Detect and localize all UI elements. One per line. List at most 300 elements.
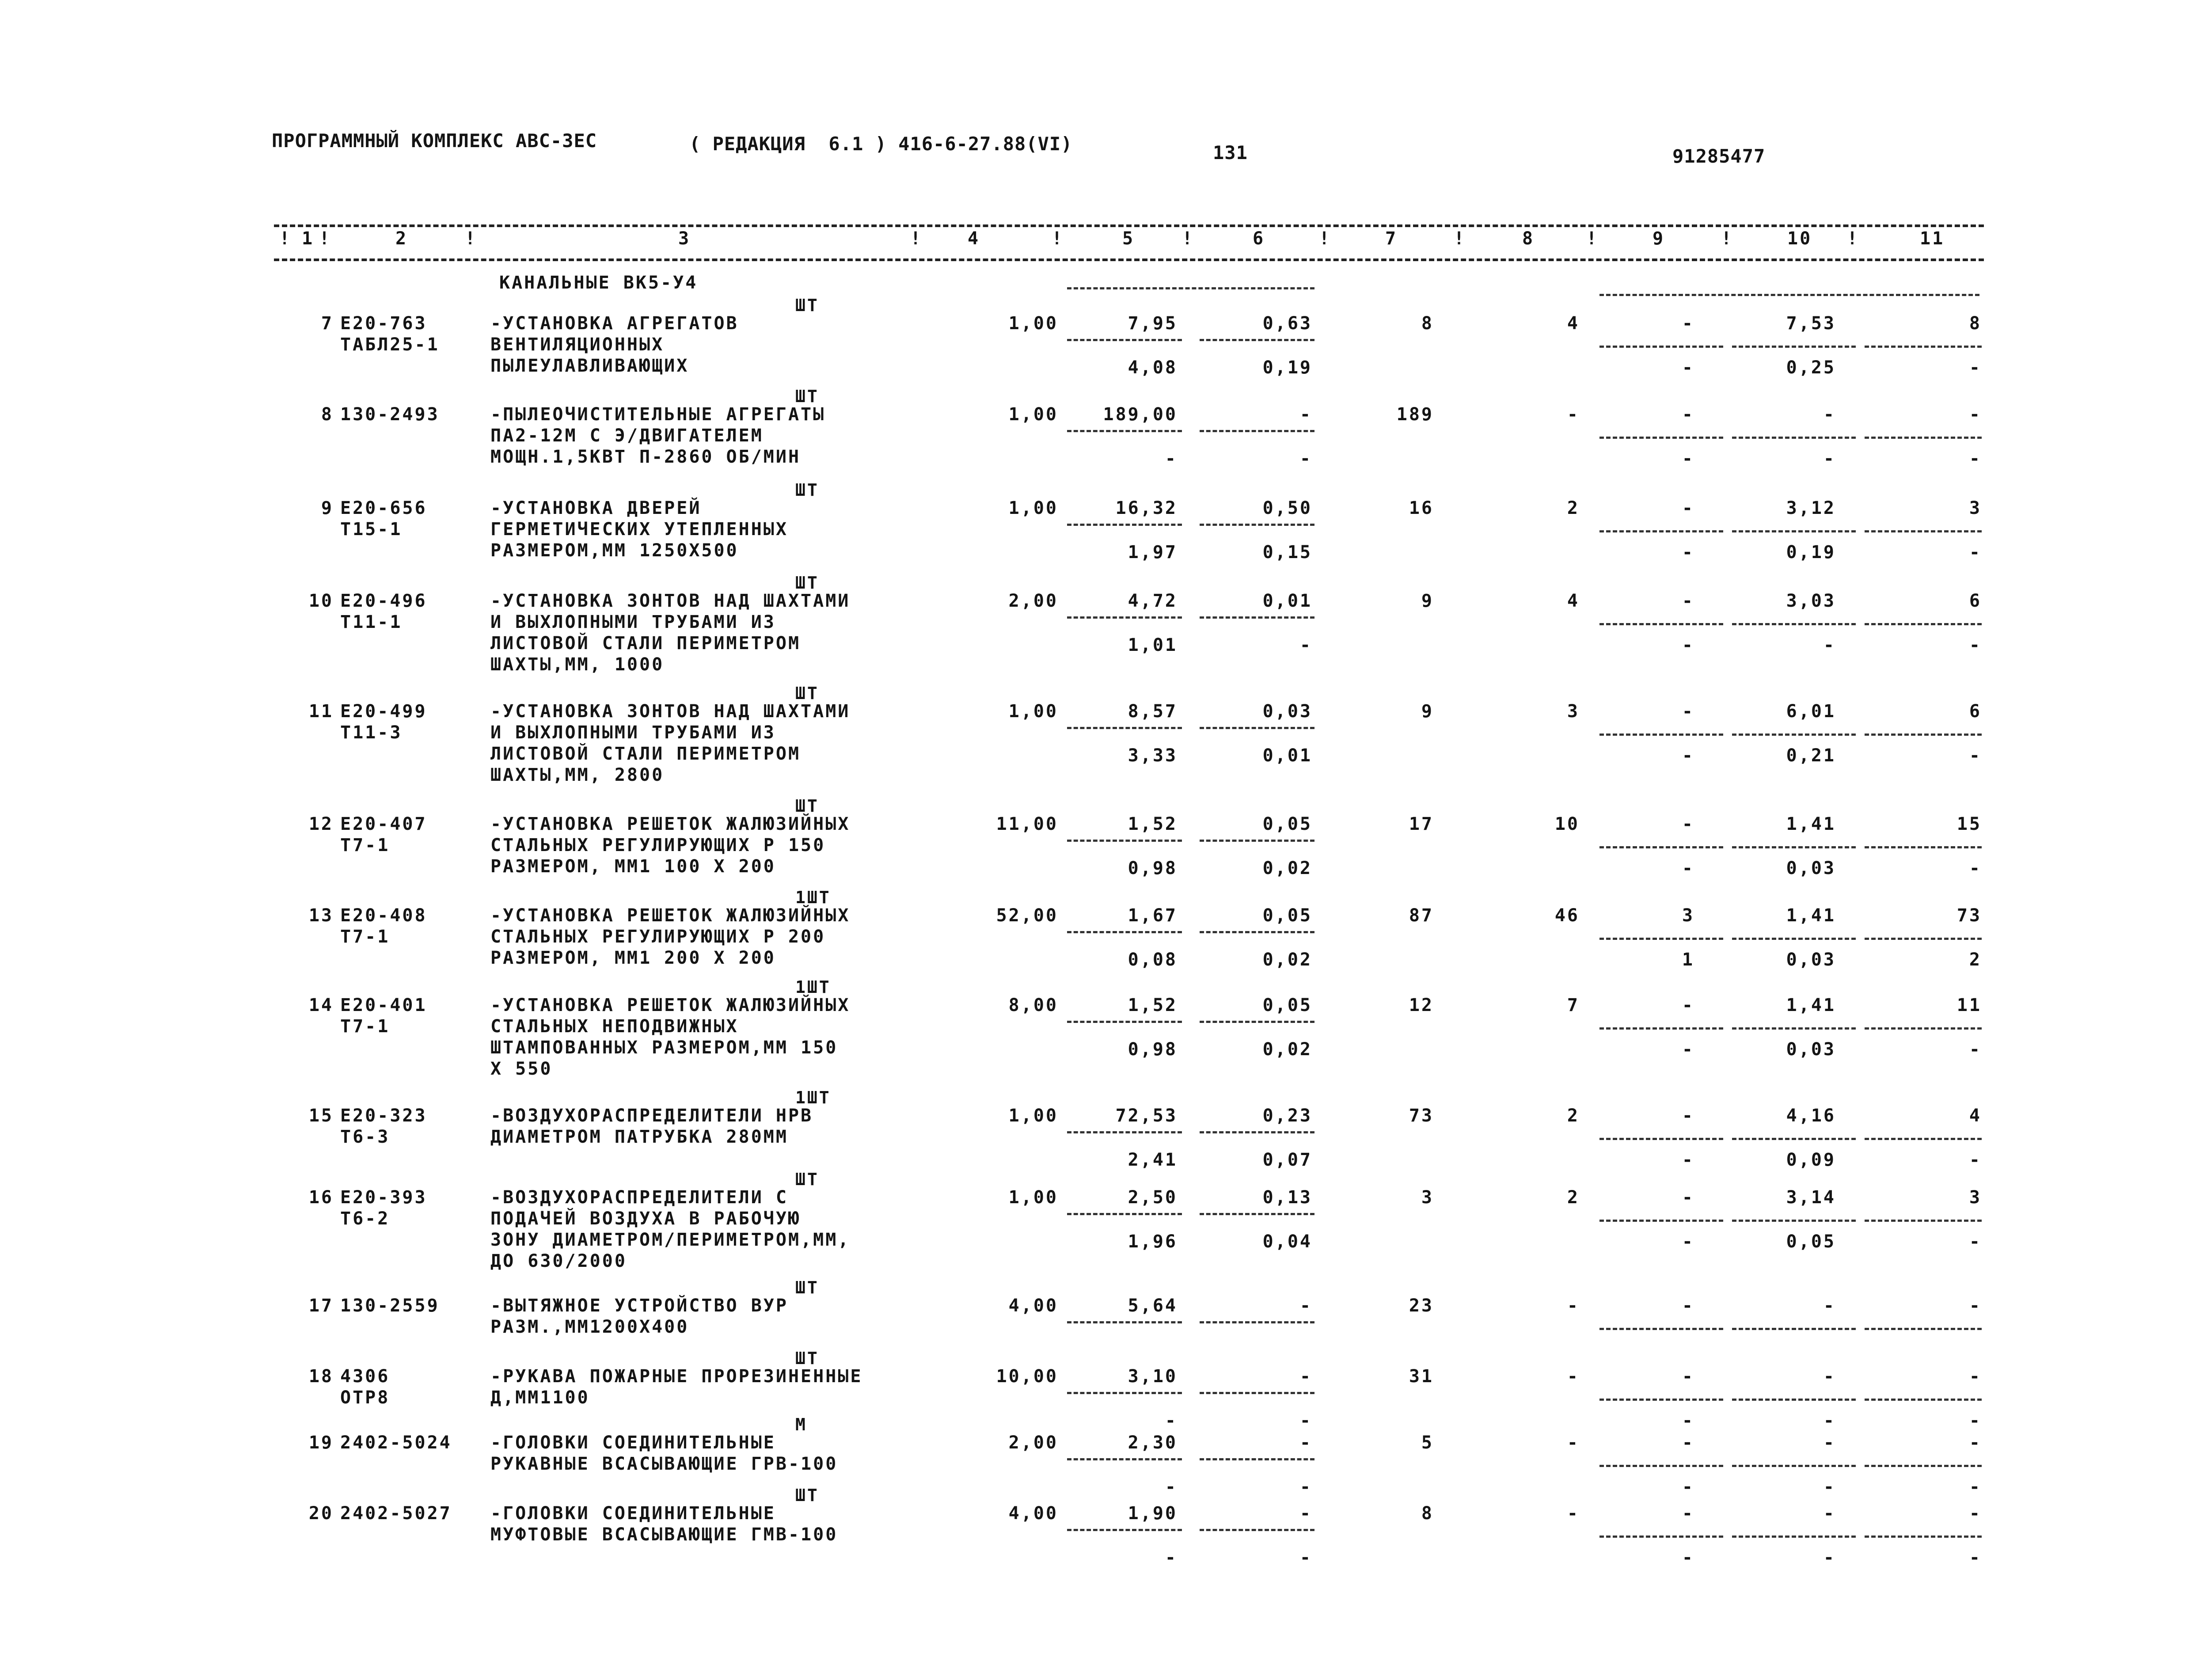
item-code: 2402-5024: [340, 1433, 452, 1453]
cost-cell-col6: 0,63: [1262, 313, 1312, 334]
item-number: 19: [308, 1433, 334, 1453]
total-cell-col9: -: [1682, 313, 1694, 334]
total-cell-col11: 8: [1969, 313, 1982, 334]
subtotal-divider: [1865, 437, 1982, 439]
total-cell-col9: -: [1682, 1187, 1694, 1208]
subtotal-divider: [1865, 530, 1982, 532]
item-name-line: -ВОЗДУХОРАСПРЕДЕЛИТЕЛИ С: [490, 1187, 788, 1208]
subtotal-divider: [1865, 1027, 1982, 1030]
total-cell-col7: 9: [1421, 701, 1434, 722]
item-name-line: ГЕРМЕТИЧЕСКИХ УТЕПЛЕННЫХ: [490, 519, 788, 540]
total-cell-col10: 4,16: [1786, 1106, 1836, 1126]
total-cell-col9: -: [1682, 1503, 1694, 1524]
subtotal-divider: [1732, 1220, 1856, 1222]
total-cell-col11-sub: -: [1969, 635, 1982, 655]
column-separator: !: [1182, 228, 1195, 249]
subtotal-divider: [1067, 727, 1182, 729]
subtotal-divider: [1067, 430, 1182, 432]
column-separator: !: [1052, 228, 1064, 249]
column-header-4: 4: [968, 228, 980, 249]
total-cell-col8: -: [1567, 1366, 1580, 1387]
quantity-cell: 8,00: [1008, 995, 1058, 1015]
cost-cell-col6-sub: 0,15: [1262, 542, 1312, 563]
item-number: 20: [308, 1503, 334, 1524]
quantity-cell: 1,00: [1008, 1106, 1058, 1126]
total-cell-col10: -: [1823, 1296, 1836, 1316]
total-cell-col11-sub: -: [1969, 449, 1982, 469]
subtotal-divider: [1865, 1536, 1982, 1538]
unit-label: ШТ: [795, 573, 819, 593]
item-code: 4306: [340, 1366, 390, 1387]
subtotal-divider: [1067, 1021, 1182, 1023]
subtotal-divider: [1732, 1138, 1856, 1140]
cost-cell-col6-sub: -: [1299, 1477, 1312, 1497]
subtotal-divider: [1067, 931, 1182, 933]
total-cell-col7: 87: [1409, 905, 1434, 926]
cost-cell-col6-sub: -: [1299, 635, 1312, 655]
subtotal-divider: [1200, 840, 1314, 842]
subtotal-divider: [1865, 938, 1982, 940]
quantity-cell: 10,00: [996, 1366, 1058, 1387]
total-cell-col9: -: [1682, 1433, 1694, 1453]
subtotal-divider: [1067, 1458, 1182, 1460]
subtotal-divider: [1599, 734, 1723, 736]
item-name-line: ШТАМПОВАННЫХ РАЗМЕРОМ,ММ 150: [490, 1038, 838, 1058]
item-code: 130-2493: [340, 404, 440, 425]
program-title: ПРОГРАММНЫЙ КОМПЛЕКС АВС-ЗЕС: [272, 130, 597, 152]
item-name-line: СТАЛЬНЫХ НЕПОДВИЖНЫХ: [490, 1016, 739, 1037]
subtotal-divider: [1599, 1027, 1723, 1030]
cost-cell-col5-sub: 1,97: [1128, 542, 1178, 563]
total-cell-col9: -: [1682, 404, 1694, 425]
total-cell-col9-sub: -: [1682, 1150, 1694, 1170]
table-top-rule: [274, 224, 1984, 227]
total-cell-col9-sub: -: [1682, 542, 1694, 563]
cost-cell-col6: 0,05: [1262, 814, 1312, 834]
item-name-line: ШАХТЫ,ММ, 1000: [490, 654, 665, 675]
item-name-line: -УСТАНОВКА РЕШЕТОК ЖАЛЮЗИЙНЫХ: [490, 905, 851, 926]
total-cell-col11: 11: [1956, 995, 1982, 1015]
total-cell-col9-sub: -: [1682, 745, 1694, 766]
column-header-8: 8: [1522, 228, 1535, 249]
total-cell-col7: 189: [1396, 404, 1434, 425]
subtotal-divider: [1599, 846, 1723, 848]
column-header-9: 9: [1653, 228, 1665, 249]
quantity-cell: 52,00: [996, 905, 1058, 926]
page-number: 131: [1213, 142, 1248, 163]
item-name-line: МУФТОВЫЕ ВСАСЫВАЮЩИЕ ГМВ-100: [490, 1524, 838, 1545]
cost-cell-col6-sub: -: [1299, 449, 1312, 469]
total-cell-col11: 3: [1969, 498, 1982, 518]
cost-cell-col6-sub: -: [1299, 1410, 1312, 1431]
column-header-1: 1: [302, 228, 315, 249]
total-cell-col11-sub: -: [1969, 1410, 1982, 1431]
cost-cell-col6-sub: 0,02: [1262, 1039, 1312, 1060]
total-cell-col10-sub: 0,21: [1786, 745, 1836, 766]
column-separator: !: [279, 228, 292, 249]
column-separator: !: [1847, 228, 1860, 249]
item-name-line: ВЕНТИЛЯЦИОННЫХ: [490, 334, 665, 355]
item-number: 15: [308, 1106, 334, 1126]
cost-cell-col5: 72,53: [1115, 1106, 1178, 1126]
cost-cell-col6: 0,05: [1262, 995, 1312, 1015]
total-cell-col10: 6,01: [1786, 701, 1836, 722]
item-name-line: ДО 630/2000: [490, 1251, 627, 1271]
subtotal-divider: [1067, 840, 1182, 842]
total-cell-col10: 3,14: [1786, 1187, 1836, 1208]
total-cell-col7: 12: [1409, 995, 1434, 1015]
item-name-line: ЛИСТОВОЙ СТАЛИ ПЕРИМЕТРОМ: [490, 744, 801, 764]
cost-cell-col6: -: [1299, 1366, 1312, 1387]
item-name-line: РУКАВНЫЕ ВСАСЫВАЮЩИЕ ГРВ-100: [490, 1454, 838, 1474]
total-cell-col11: -: [1969, 404, 1982, 425]
item-code-table: Т11-1: [340, 612, 403, 632]
total-cell-col9-sub: -: [1682, 1547, 1694, 1568]
cost-cell-col5: 7,95: [1128, 313, 1178, 334]
item-name-line: Х 550: [490, 1059, 553, 1079]
item-name-line: -УСТАНОВКА АГРЕГАТОВ: [490, 313, 739, 334]
subtotal-divider: [1599, 938, 1723, 940]
total-cell-col10: -: [1823, 1503, 1836, 1524]
total-cell-col11: -: [1969, 1296, 1982, 1316]
subtotal-divider: [1200, 616, 1314, 619]
subtotal-divider: [1200, 931, 1314, 933]
total-cell-col9-sub: -: [1682, 858, 1694, 878]
total-cell-col8: 2: [1567, 1187, 1580, 1208]
total-cell-col8: -: [1567, 404, 1580, 425]
total-cell-col9: -: [1682, 814, 1694, 834]
total-cell-col10-sub: -: [1823, 1477, 1836, 1497]
total-cell-col10: 3,03: [1786, 591, 1836, 611]
cost-cell-col5: 189,00: [1103, 404, 1178, 425]
item-name-line: -УСТАНОВКА ДВЕРЕЙ: [490, 498, 702, 518]
total-cell-col11: 73: [1956, 905, 1982, 926]
column-header-3: 3: [678, 228, 691, 249]
total-cell-col10-sub: 0,19: [1786, 542, 1836, 563]
cost-cell-col5-sub: 0,08: [1128, 950, 1178, 970]
unit-label: ШТ: [795, 1278, 819, 1297]
subtotal-divider: [1732, 1465, 1856, 1467]
quantity-cell: 1,00: [1008, 701, 1058, 722]
item-name-line: ПОДАЧЕЙ ВОЗДУХА В РАБОЧУЮ: [490, 1209, 801, 1229]
subtotal-divider: [1599, 1328, 1723, 1330]
subtotal-divider: [1067, 524, 1182, 526]
item-name-line: И ВЫХЛОПНЫМИ ТРУБАМИ ИЗ: [490, 722, 776, 743]
total-cell-col11-sub: -: [1969, 1547, 1982, 1568]
total-cell-col10-sub: 0,05: [1786, 1231, 1836, 1252]
cost-cell-col5-sub: -: [1165, 1547, 1178, 1568]
subtotal-divider: [1599, 1399, 1723, 1401]
quantity-cell: 2,00: [1008, 591, 1058, 611]
item-name-line: ПЫЛЕУЛАВЛИВАЮЩИХ: [490, 356, 689, 376]
subtotal-divider: [1200, 339, 1314, 341]
item-number: 11: [308, 701, 334, 722]
cost-cell-col5: 16,32: [1115, 498, 1178, 518]
subtotal-divider: [1599, 623, 1723, 625]
subtotal-divider: [1865, 1465, 1982, 1467]
item-name-line: ЛИСТОВОЙ СТАЛИ ПЕРИМЕТРОМ: [490, 633, 801, 654]
total-cell-col9: -: [1682, 1296, 1694, 1316]
column-separator: !: [1721, 228, 1734, 249]
total-cell-col9: -: [1682, 1106, 1694, 1126]
subtotal-divider: [1200, 1021, 1314, 1023]
subtotal-divider: [1865, 846, 1982, 848]
total-cell-col7: 5: [1421, 1433, 1434, 1453]
total-cell-col9-sub: 1: [1682, 950, 1694, 970]
total-cell-col9: -: [1682, 701, 1694, 722]
item-code: Е20-763: [340, 313, 427, 334]
subtotal-divider: [1200, 1458, 1314, 1460]
item-name-line: ПА2-12М С Э/ДВИГАТЕЛЕМ: [490, 426, 764, 446]
total-cell-col10-sub: -: [1823, 1410, 1836, 1431]
item-number: 13: [308, 905, 334, 926]
total-cell-col11-sub: -: [1969, 1039, 1982, 1060]
subtotal-divider: [1732, 1027, 1856, 1030]
section-title: КАНАЛЬНЫЕ ВК5-У4: [499, 273, 698, 293]
total-cell-col7: 17: [1409, 814, 1434, 834]
cost-cell-col6-sub: 0,02: [1262, 858, 1312, 878]
total-cell-col7: 8: [1421, 313, 1434, 334]
quantity-cell: 1,00: [1008, 313, 1058, 334]
item-name-line: МОЩН.1,5КВТ П-2860 ОБ/МИН: [490, 447, 801, 467]
item-code-table: ОТР8: [340, 1387, 390, 1408]
item-number: 12: [308, 814, 334, 834]
subtotal-divider: [1599, 1465, 1723, 1467]
item-code: 2402-5027: [340, 1503, 452, 1524]
table-header-rule: [274, 258, 1984, 261]
column-separator: !: [1586, 228, 1599, 249]
unit-label: ШТ: [795, 387, 819, 406]
column-header-6: 6: [1253, 228, 1265, 249]
item-code-table: Т15-1: [340, 519, 403, 540]
item-name-line: ДИАМЕТРОМ ПАТРУБКА 280ММ: [490, 1127, 788, 1147]
item-name-line: -УСТАНОВКА ЗОНТОВ НАД ШАХТАМИ: [490, 701, 851, 722]
total-cell-col10: -: [1823, 1433, 1836, 1453]
subtotal-divider: [1067, 1529, 1182, 1531]
total-cell-col8: 10: [1554, 814, 1580, 834]
total-cell-col9-sub: -: [1682, 449, 1694, 469]
item-code-table: Т7-1: [340, 835, 390, 855]
quantity-cell: 1,00: [1008, 1187, 1058, 1208]
total-cell-col8: -: [1567, 1296, 1580, 1316]
subtotal-divider: [1067, 339, 1182, 341]
cost-cell-col6-sub: 0,04: [1262, 1231, 1312, 1252]
total-cell-col8: -: [1567, 1433, 1580, 1453]
total-cell-col11-sub: -: [1969, 745, 1982, 766]
subtotal-divider: [1599, 1220, 1723, 1222]
total-cell-col8: -: [1567, 1503, 1580, 1524]
unit-label: ШТ: [795, 296, 819, 315]
item-name-line: ШАХТЫ,ММ, 2800: [490, 765, 665, 785]
cost-cell-col6: -: [1299, 1296, 1312, 1316]
total-cell-col9-sub: -: [1682, 635, 1694, 655]
cost-cell-col6: 0,01: [1262, 591, 1312, 611]
item-name-line: И ВЫХЛОПНЫМИ ТРУБАМИ ИЗ: [490, 612, 776, 632]
total-cell-col7: 31: [1409, 1366, 1434, 1387]
subtotal-divider: [1732, 437, 1856, 439]
total-cell-col11-sub: -: [1969, 1477, 1982, 1497]
total-cell-col8: 2: [1567, 1106, 1580, 1126]
subtotal-divider: [1599, 1138, 1723, 1140]
item-name-line: Д,ММ1100: [490, 1387, 590, 1408]
total-cell-col11: -: [1969, 1366, 1982, 1387]
item-code: Е20-408: [340, 905, 427, 926]
total-cell-col10-sub: -: [1823, 1547, 1836, 1568]
subtotal-divider: [1732, 938, 1856, 940]
subtotal-divider: [1732, 734, 1856, 736]
subtotal-divider: [1200, 1529, 1314, 1531]
item-code: Е20-496: [340, 591, 427, 611]
subtotal-divider: [1200, 1131, 1314, 1133]
item-name-line: -ГОЛОВКИ СОЕДИНИТЕЛЬНЫЕ: [490, 1433, 776, 1453]
item-name-line: -УСТАНОВКА РЕШЕТОК ЖАЛЮЗИЙНЫХ: [490, 995, 851, 1015]
cost-cell-col5: 1,67: [1128, 905, 1178, 926]
total-cell-col11: -: [1969, 1503, 1982, 1524]
subtotal-divider: [1732, 1399, 1856, 1401]
item-number: 7: [321, 313, 334, 334]
column-header-11: 11: [1920, 228, 1945, 249]
total-cell-col11-sub: -: [1969, 1150, 1982, 1170]
item-name-line: -ПЫЛЕОЧИСТИТЕЛЬНЫЕ АГРЕГАТЫ: [490, 404, 826, 425]
cost-cell-col6-sub: 0,07: [1262, 1150, 1312, 1170]
subtotal-divider: [1067, 1392, 1182, 1394]
cost-cell-col6: -: [1299, 404, 1312, 425]
cost-cell-col6: 0,03: [1262, 701, 1312, 722]
quantity-cell: 1,00: [1008, 498, 1058, 518]
total-cell-col9-sub: -: [1682, 1410, 1694, 1431]
item-code-table: Т6-2: [340, 1209, 390, 1229]
column-separator: !: [319, 228, 332, 249]
subtotal-divider: [1067, 616, 1182, 619]
total-cell-col9-sub: -: [1682, 1231, 1694, 1252]
subtotal-divider: [1865, 623, 1982, 625]
subtotal-divider: [1200, 1213, 1314, 1215]
subtotal-divider: [1067, 1213, 1182, 1215]
total-cell-col9: -: [1682, 1366, 1694, 1387]
total-cell-col11: 4: [1969, 1106, 1982, 1126]
subtotal-divider: [1865, 346, 1982, 348]
cost-cell-col5-sub: 1,96: [1128, 1231, 1178, 1252]
subtotal-divider: [1865, 1220, 1982, 1222]
cost-cell-col5-sub: -: [1165, 1477, 1178, 1497]
total-cell-col10-sub: 0,03: [1786, 858, 1836, 878]
subtotal-divider: [1067, 1131, 1182, 1133]
item-name-line: РАЗМЕРОМ,ММ 1250Х500: [490, 540, 739, 561]
total-cell-col10: 1,41: [1786, 995, 1836, 1015]
unit-label: 1ШТ: [795, 888, 831, 907]
total-cell-col7: 9: [1421, 591, 1434, 611]
cost-cell-col6: -: [1299, 1503, 1312, 1524]
total-cell-col11-sub: -: [1969, 542, 1982, 563]
cost-cell-col5: 5,64: [1128, 1296, 1178, 1316]
item-code-table: ТАБЛ25-1: [340, 334, 440, 355]
subtotal-divider: [1732, 346, 1856, 348]
item-name-line: -УСТАНОВКА ЗОНТОВ НАД ШАХТАМИ: [490, 591, 851, 611]
cost-cell-col6: 0,13: [1262, 1187, 1312, 1208]
item-name-line: РАЗМЕРОМ, ММ1 200 Х 200: [490, 948, 776, 968]
column-header-5: 5: [1122, 228, 1135, 249]
subtotal-divider: [1599, 1536, 1723, 1538]
cost-cell-col6: 0,50: [1262, 498, 1312, 518]
total-cell-col10: -: [1823, 1366, 1836, 1387]
cost-cell-col5-sub: -: [1165, 449, 1178, 469]
total-cell-col11: 6: [1969, 591, 1982, 611]
total-cell-col11: 6: [1969, 701, 1982, 722]
total-cell-col9: 3: [1682, 905, 1694, 926]
total-cell-col7: 8: [1421, 1503, 1434, 1524]
item-code-table: Т6-3: [340, 1127, 390, 1147]
subtotal-divider: [1865, 1328, 1982, 1330]
total-cell-col8: 46: [1554, 905, 1580, 926]
subtotal-divider: [1732, 530, 1856, 532]
cost-cell-col5-sub: 0,98: [1128, 1039, 1178, 1060]
subtotal-divider: [1732, 1536, 1856, 1538]
total-cell-col11-sub: -: [1969, 357, 1982, 378]
total-cell-col10: 1,41: [1786, 814, 1836, 834]
total-cell-col10-sub: 0,03: [1786, 950, 1836, 970]
total-cell-col8: 3: [1567, 701, 1580, 722]
cost-cell-col6: 0,05: [1262, 905, 1312, 926]
cost-cell-col5: 2,50: [1128, 1187, 1178, 1208]
item-name-line: -ВЫТЯЖНОЕ УСТРОЙСТВО ВУР: [490, 1296, 788, 1316]
total-cell-col9: -: [1682, 995, 1694, 1015]
document-code: 91285477: [1672, 145, 1766, 167]
cost-cell-col5-sub: -: [1165, 1410, 1178, 1431]
total-cell-col11: 15: [1956, 814, 1982, 834]
cost-cell-col5-sub: 3,33: [1128, 745, 1178, 766]
total-cell-col10-sub: 0,03: [1786, 1039, 1836, 1060]
item-name-line: -РУКАВА ПОЖАРНЫЕ ПРОРЕЗИНЕННЫЕ: [490, 1366, 863, 1387]
total-cell-col10-sub: -: [1823, 635, 1836, 655]
item-number: 17: [308, 1296, 334, 1316]
subtotal-divider: [1200, 727, 1314, 729]
item-number: 16: [308, 1187, 334, 1208]
quantity-cell: 2,00: [1008, 1433, 1058, 1453]
subtotal-divider: [1732, 623, 1856, 625]
column-header-2: 2: [395, 228, 408, 249]
subtotal-divider: [1599, 530, 1723, 532]
total-cell-col8: 4: [1567, 591, 1580, 611]
total-cell-col8: 2: [1567, 498, 1580, 518]
subtotal-divider: [1865, 734, 1982, 736]
quantity-cell: 4,00: [1008, 1503, 1058, 1524]
item-number: 9: [321, 498, 334, 518]
item-number: 18: [308, 1366, 334, 1387]
subtotal-divider: [1200, 430, 1314, 432]
item-code: Е20-323: [340, 1106, 427, 1126]
item-name-line: СТАЛЬНЫХ РЕГУЛИРУЮЩИХ Р 200: [490, 927, 826, 947]
cost-cell-col5: 3,10: [1128, 1366, 1178, 1387]
total-cell-col7: 3: [1421, 1187, 1434, 1208]
cost-cell-col5-sub: 4,08: [1128, 357, 1178, 378]
subtotal-divider: [1732, 1328, 1856, 1330]
total-cell-col10-sub: -: [1823, 449, 1836, 469]
total-cell-col11-sub: 2: [1969, 950, 1982, 970]
item-name-line: -ВОЗДУХОРАСПРЕДЕЛИТЕЛИ НРВ: [490, 1106, 813, 1126]
column-header-7: 7: [1385, 228, 1398, 249]
item-number: 10: [308, 591, 334, 611]
total-cell-col11: -: [1969, 1433, 1982, 1453]
item-code: 130-2559: [340, 1296, 440, 1316]
subtotal-divider: [1599, 437, 1723, 439]
item-name-line: РАЗМ.,ММ1200Х400: [490, 1317, 689, 1337]
item-code: Е20-401: [340, 995, 427, 1015]
edition-info: ( РЕДАКЦИЯ 6.1 ) 416-6-27.88(VI): [689, 133, 1073, 155]
item-code: Е20-656: [340, 498, 427, 518]
cost-cell-col6: -: [1299, 1433, 1312, 1453]
item-name-line: СТАЛЬНЫХ РЕГУЛИРУЮЩИХ Р 150: [490, 835, 826, 855]
item-name-line: -ГОЛОВКИ СОЕДИНИТЕЛЬНЫЕ: [490, 1503, 776, 1524]
